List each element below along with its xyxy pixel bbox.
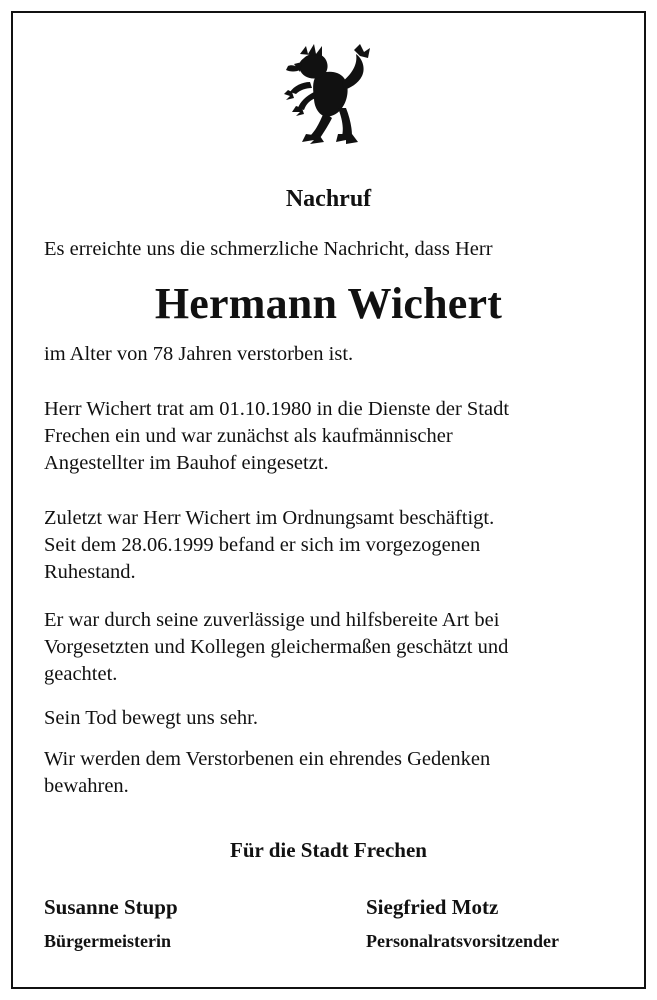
for-city-heading: Für die Stadt Frechen <box>230 838 427 862</box>
paragraph4-line: Sein Tod bewegt uns sehr. <box>44 707 258 729</box>
paragraph2-line: Ruhestand. <box>44 561 136 583</box>
paragraph3-line: Er war durch seine zuverlässige und hilfsbereite Art bei <box>44 609 500 631</box>
paragraph5-line: Wir werden dem Verstorbenen ein ehrendes Gedenken <box>44 748 491 770</box>
age-line: im Alter von 78 Jahren verstorben ist. <box>44 343 354 365</box>
paragraph1-line: Frechen ein und war zunächst als kaufmännischer <box>44 425 453 447</box>
paragraph1-line: Angestellter im Bauhof eingesetzt. <box>44 452 329 474</box>
paragraph2-line: Zuletzt war Herr Wichert im Ordnungsamt beschäftigt. <box>44 507 495 529</box>
signatory-left-name: Susanne Stupp <box>44 895 178 919</box>
paragraph5-line: bewahren. <box>44 775 129 797</box>
paragraph1-line: Herr Wichert trat am 01.10.1980 in die Dienste der Stadt <box>44 398 510 420</box>
paragraph3-line: Vorgesetzten und Kollegen gleichermaßen geschätzt und <box>44 636 509 658</box>
signatory-right-name: Siegfried Motz <box>366 895 499 919</box>
signatory-right-role: Personalratsvorsitzender <box>366 931 559 951</box>
intro-line: Es erreichte uns die schmerzliche Nachricht, dass Herr <box>44 238 493 260</box>
heraldic-lion-icon <box>280 42 376 144</box>
signatory-left-role: Bürgermeisterin <box>44 931 171 951</box>
paragraph2-line: Seit dem 28.06.1999 befand er sich im vorgezogenen <box>44 534 481 556</box>
deceased-name: Hermann Wichert <box>154 279 503 328</box>
notice-title: Nachruf <box>285 186 372 212</box>
paragraph3-line: geachtet. <box>44 663 118 685</box>
